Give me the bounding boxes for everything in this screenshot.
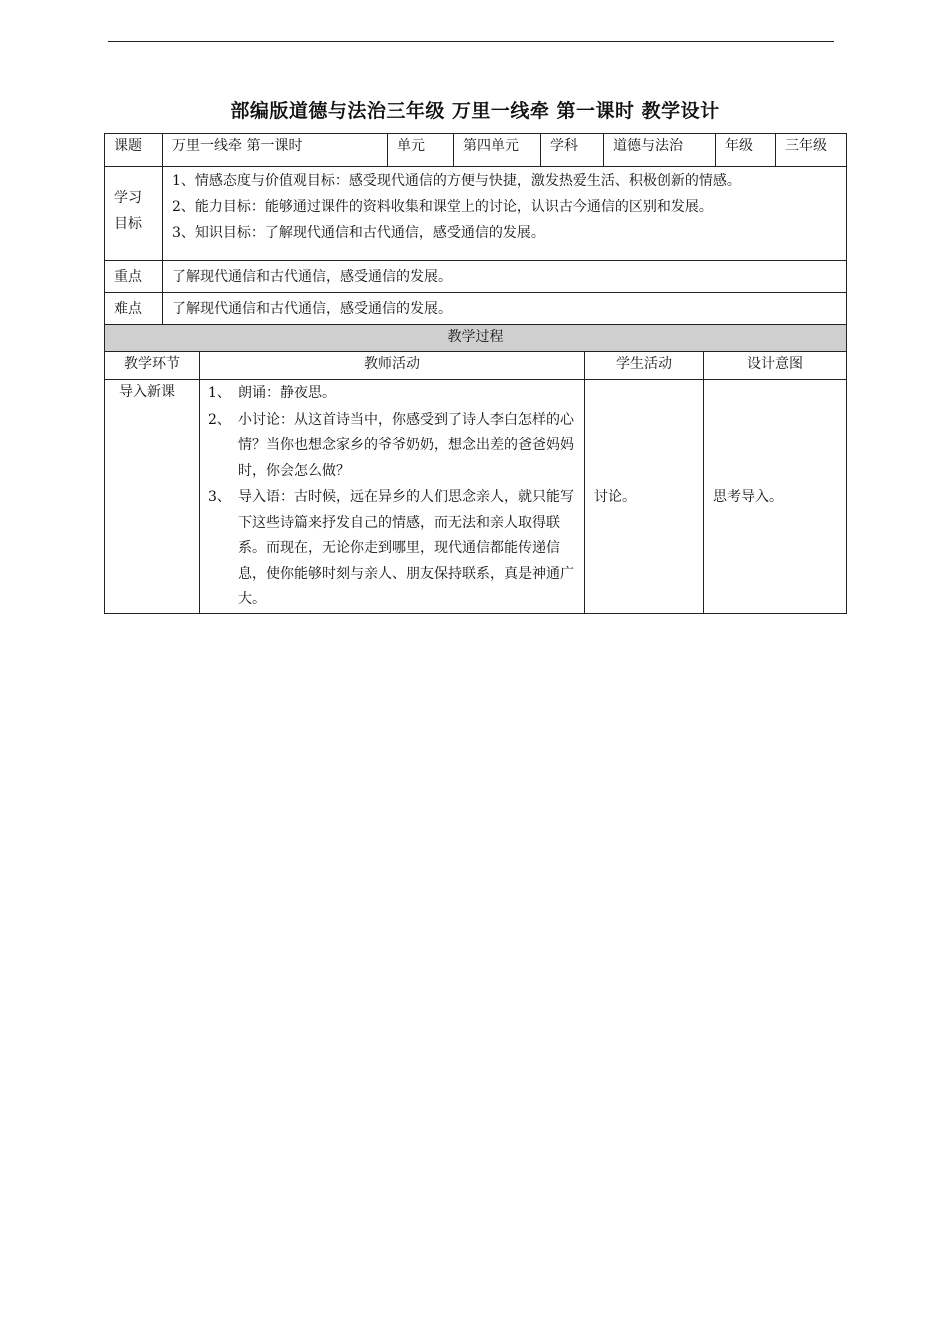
teacher-activity-item: [208, 485, 576, 613]
objective-item: 3、知识目标：了解现代通信和古代通信，感受通信的发展。: [172, 225, 545, 241]
stage-cell: 导入新课: [105, 380, 200, 614]
info-table: [104, 133, 847, 325]
unit-value: 第四单元: [454, 134, 541, 167]
column-header-stage: 教学环节: [105, 352, 200, 380]
key-point-label: 重点: [105, 261, 163, 293]
objectives-label: [105, 167, 163, 261]
process-table: [104, 324, 847, 614]
column-header-student: 学生活动: [585, 352, 704, 380]
item-text: 小讨论：从这首诗当中，你感受到了诗人李白怎样的心情？当你也想念家乡的爷爷奶奶，想念出差的爸爸妈妈时，你会怎么做？: [238, 411, 574, 479]
grade-label: 年级: [716, 134, 776, 167]
topic-label: 课题: [105, 134, 163, 167]
teacher-activity-item: [208, 381, 576, 407]
table-row: [105, 380, 847, 614]
objectives-label-line1: 学习: [114, 190, 142, 206]
topic-value: 万里一线牵 第一课时: [163, 134, 388, 167]
subject-label: 学科: [541, 134, 604, 167]
difficulty-row: [105, 293, 847, 325]
unit-label: 单元: [388, 134, 454, 167]
objective-item: 2、能力目标：能够通过课件的资料收集和课堂上的讨论，认识古今通信的区别和发展。: [172, 199, 713, 215]
design-intent-cell: 思考导入。: [704, 380, 847, 614]
teacher-activity-cell: [200, 380, 585, 614]
item-number: 3、: [208, 489, 231, 505]
objectives-row: [105, 167, 847, 261]
subject-value: 道德与法治: [604, 134, 716, 167]
teacher-activity-list: [208, 381, 576, 613]
objectives-label-line2: 目标: [114, 216, 142, 232]
header-rule: [108, 41, 834, 42]
process-header-row: [105, 352, 847, 380]
grade-value: 三年级: [776, 134, 847, 167]
objective-item: 1、情感态度与价值观目标：感受现代通信的方便与快捷，激发热爱生活、积极创新的情感。: [172, 173, 741, 189]
difficulty-value: 了解现代通信和古代通信，感受通信的发展。: [163, 293, 847, 325]
key-point-value: 了解现代通信和古代通信，感受通信的发展。: [163, 261, 847, 293]
item-text: 朗诵：静夜思。: [238, 385, 336, 401]
page-title: 部编版道德与法治三年级 万里一线牵 第一课时 教学设计: [230, 100, 720, 122]
column-header-teacher: 教师活动: [200, 352, 585, 380]
teacher-activity-item: [208, 408, 576, 485]
item-text: 导入语：古时候，远在异乡的人们思念亲人，就只能写下这些诗篇来抒发自己的情感，而无法和亲人取得联系。而现在，无论你走到哪里，现代通信都能传递信息，使你能够时刻与亲人、朋友保持联系，真是神通广大。: [238, 489, 574, 607]
item-number: 2、: [208, 411, 231, 428]
key-point-row: [105, 261, 847, 293]
info-row: [105, 134, 847, 167]
objectives-content: [163, 167, 847, 261]
process-heading: 教学过程: [105, 325, 847, 352]
item-number: 1、: [208, 385, 231, 401]
column-header-intent: 设计意图: [704, 352, 847, 380]
process-heading-row: [105, 325, 847, 352]
difficulty-label: 难点: [105, 293, 163, 325]
student-activity-cell: 讨论。: [585, 380, 704, 614]
